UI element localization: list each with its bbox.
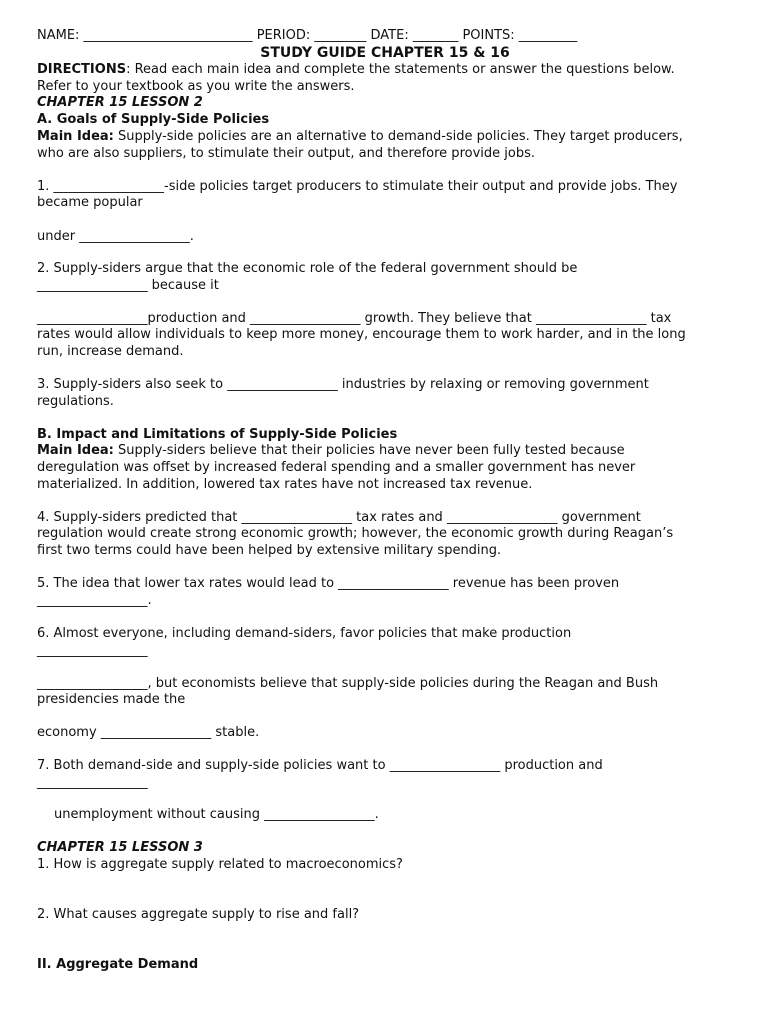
lesson3-question-1: 1. How is aggregate supply related to macroeconomics? [37, 857, 403, 872]
question-1-cont: became popular [37, 195, 143, 210]
question-6: 6. Almost everyone, including demand-siders, favor policies that make production [37, 626, 572, 641]
section-b-heading: B. Impact and Limitations of Supply-Side Policies [37, 427, 398, 442]
question-6-cont: _________________ [37, 643, 148, 658]
question-2: 2. Supply-siders argue that the economic role of the federal government should be [37, 261, 578, 276]
section-b-main-idea-cont: deregulation was offset by increased federal spending and a smaller government has never [37, 460, 636, 475]
question-5-cont: _________________. [37, 593, 152, 608]
lesson2-heading: CHAPTER 15 LESSON 2 [37, 95, 203, 110]
header-fields: NAME: __________________________ PERIOD: ________ DATE: _______ POINTS: _________ [37, 28, 578, 43]
question-6-cont: _________________, but economists believe that supply-side policies during the Reagan and Bush [37, 676, 659, 691]
main-idea-text: Supply-side policies are an alternative to demand-side policies. They target producers, [113, 129, 683, 144]
question-7: 7. Both demand-side and supply-side policies want to _________________ production and [37, 758, 603, 773]
directions-label: DIRECTIONS [37, 62, 127, 77]
section-b-main-idea [37, 443, 742, 460]
question-1-cont: under _________________. [37, 229, 194, 244]
question-4-cont: regulation would create strong economic growth; however, the economic growth during Reagan’s [37, 526, 674, 541]
lesson3-question-2: 2. What causes aggregate supply to rise and fall? [37, 907, 360, 922]
question-3: 3. Supply-siders also seek to _________________ industries by relaxing or removing government [37, 377, 649, 392]
section-b-main-idea-cont: materialized. In addition, lowered tax rates have not increased tax revenue. [37, 477, 533, 492]
question-7-cont: unemployment without causing _________________. [54, 807, 379, 822]
main-idea-label: Main Idea: [37, 443, 114, 458]
lesson3-heading: CHAPTER 15 LESSON 3 [37, 840, 203, 855]
question-3-cont: regulations. [37, 394, 114, 409]
section-a-heading: A. Goals of Supply-Side Policies [37, 112, 270, 127]
directions-line-2: Refer to your textbook as you write the answers. [37, 79, 355, 94]
question-4: 4. Supply-siders predicted that _________________ tax rates and _________________ government [37, 510, 641, 525]
page-title: STUDY GUIDE CHAPTER 15 & 16 [260, 45, 510, 61]
section-2-heading: II. Aggregate Demand [37, 957, 199, 972]
question-2-cont: run, increase demand. [37, 344, 184, 359]
section-a-main-idea-cont: who are also suppliers, to stimulate their output, and therefore provide jobs. [37, 146, 535, 161]
question-2-cont: rates would allow individuals to keep more money, encourage them to work harder, and in the long [37, 327, 686, 342]
question-2-cont: _________________production and _________________ growth. They believe that _________________ tax [37, 311, 672, 326]
directions-text: : Read each main idea and complete the statements or answer the questions below. [126, 62, 675, 77]
question-6-cont: economy _________________ stable. [37, 725, 260, 740]
directions-line-1 [37, 62, 742, 79]
section-a-main-idea [37, 129, 742, 146]
question-4-cont: first two terms could have been helped by extensive military spending. [37, 543, 502, 558]
question-5: 5. The idea that lower tax rates would lead to _________________ revenue has been proven [37, 576, 620, 591]
question-7-cont: _________________ [37, 775, 148, 790]
main-idea-label: Main Idea: [37, 129, 114, 144]
main-idea-text: Supply-siders believe that their policies have never been fully tested because [113, 443, 625, 458]
question-2-cont: _________________ because it [37, 278, 219, 293]
question-1: 1. _________________-side policies target producers to stimulate their output and provide jobs. They [37, 179, 678, 194]
question-6-cont: presidencies made the [37, 692, 186, 707]
